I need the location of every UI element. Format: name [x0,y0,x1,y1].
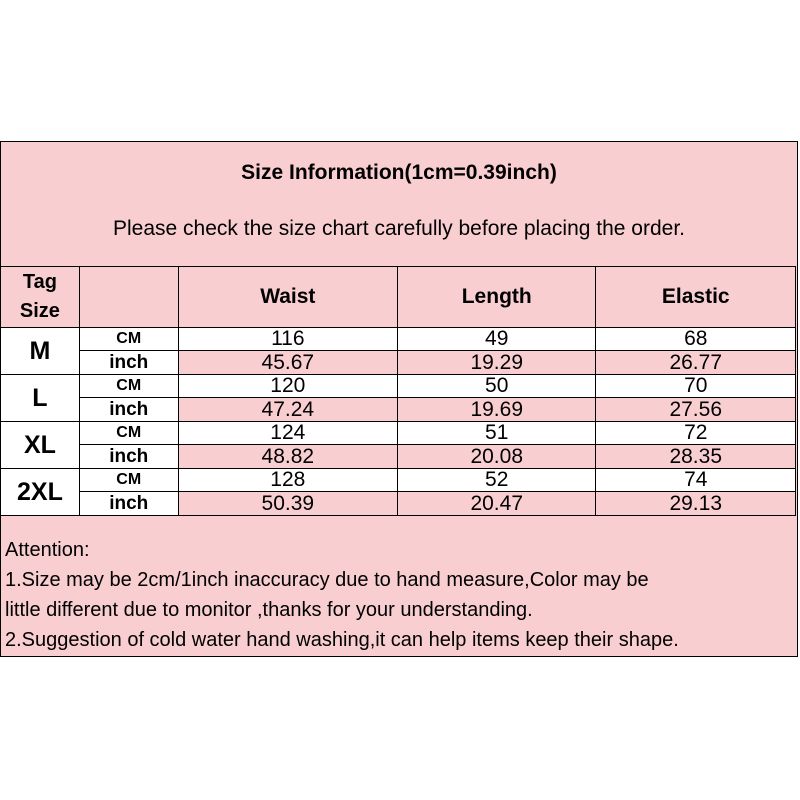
elastic-cm: 72 [596,422,796,445]
waist-header: Waist [178,267,397,328]
size-chart [0,141,798,657]
elastic-inch: 28.35 [596,445,796,469]
unit-label-inch: inch [79,492,178,516]
table-row [1,469,796,492]
unit-label-cm: CM [79,422,178,445]
elastic-cm: 70 [596,375,796,398]
unit-label-inch: inch [79,398,178,422]
table-header-row [1,267,796,328]
tag-size-header-line2: Size [19,300,60,322]
waist-inch: 50.39 [178,492,397,516]
waist-cm: 128 [178,469,397,492]
waist-cm: 120 [178,375,397,398]
waist-cm: 116 [178,328,397,351]
unit-label-cm: CM [79,328,178,351]
elastic-inch: 29.13 [596,492,796,516]
elastic-inch: 26.77 [596,351,796,375]
chart-subtitle: Please check the size chart carefully before placing the order. [113,217,685,240]
length-cm: 51 [397,422,596,445]
length-inch: 20.47 [397,492,596,516]
attention-notes [5,535,795,655]
elastic-cm: 68 [596,328,796,351]
length-inch: 19.69 [397,398,596,422]
table-row [1,492,796,516]
waist-inch: 45.67 [178,351,397,375]
tag-size-header [1,267,80,328]
chart-title: Size Information(1cm=0.39inch) [241,161,557,184]
waist-inch: 47.24 [178,398,397,422]
note-line: 2.Suggestion of cold water hand washing,it can help items keep their shape. [5,629,679,651]
waist-inch: 48.82 [178,445,397,469]
table-row [1,328,796,351]
table-row [1,422,796,445]
length-cm: 52 [397,469,596,492]
waist-cm: 124 [178,422,397,445]
table-row [1,375,796,398]
size-table [0,266,796,516]
elastic-inch: 27.56 [596,398,796,422]
size-label: 2XL [1,469,80,516]
attention-heading: Attention: [5,539,90,561]
unit-label-inch: inch [79,351,178,375]
tag-size-header-line1: Tag [22,271,57,293]
length-inch: 20.08 [397,445,596,469]
length-cm: 50 [397,375,596,398]
table-row [1,398,796,422]
unit-header-empty [79,267,178,328]
table-row [1,351,796,375]
length-header: Length [397,267,596,328]
unit-label-cm: CM [79,469,178,492]
elastic-header: Elastic [596,267,796,328]
length-inch: 19.29 [397,351,596,375]
unit-label-inch: inch [79,445,178,469]
note-line: little different due to monitor ,thanks for your understanding. [5,599,533,621]
size-label: XL [1,422,80,469]
length-cm: 49 [397,328,596,351]
unit-label-cm: CM [79,375,178,398]
table-row [1,445,796,469]
size-label: M [1,328,80,375]
note-line: 1.Size may be 2cm/1inch inaccuracy due to hand measure,Color may be [5,569,649,591]
elastic-cm: 74 [596,469,796,492]
size-label: L [1,375,80,422]
